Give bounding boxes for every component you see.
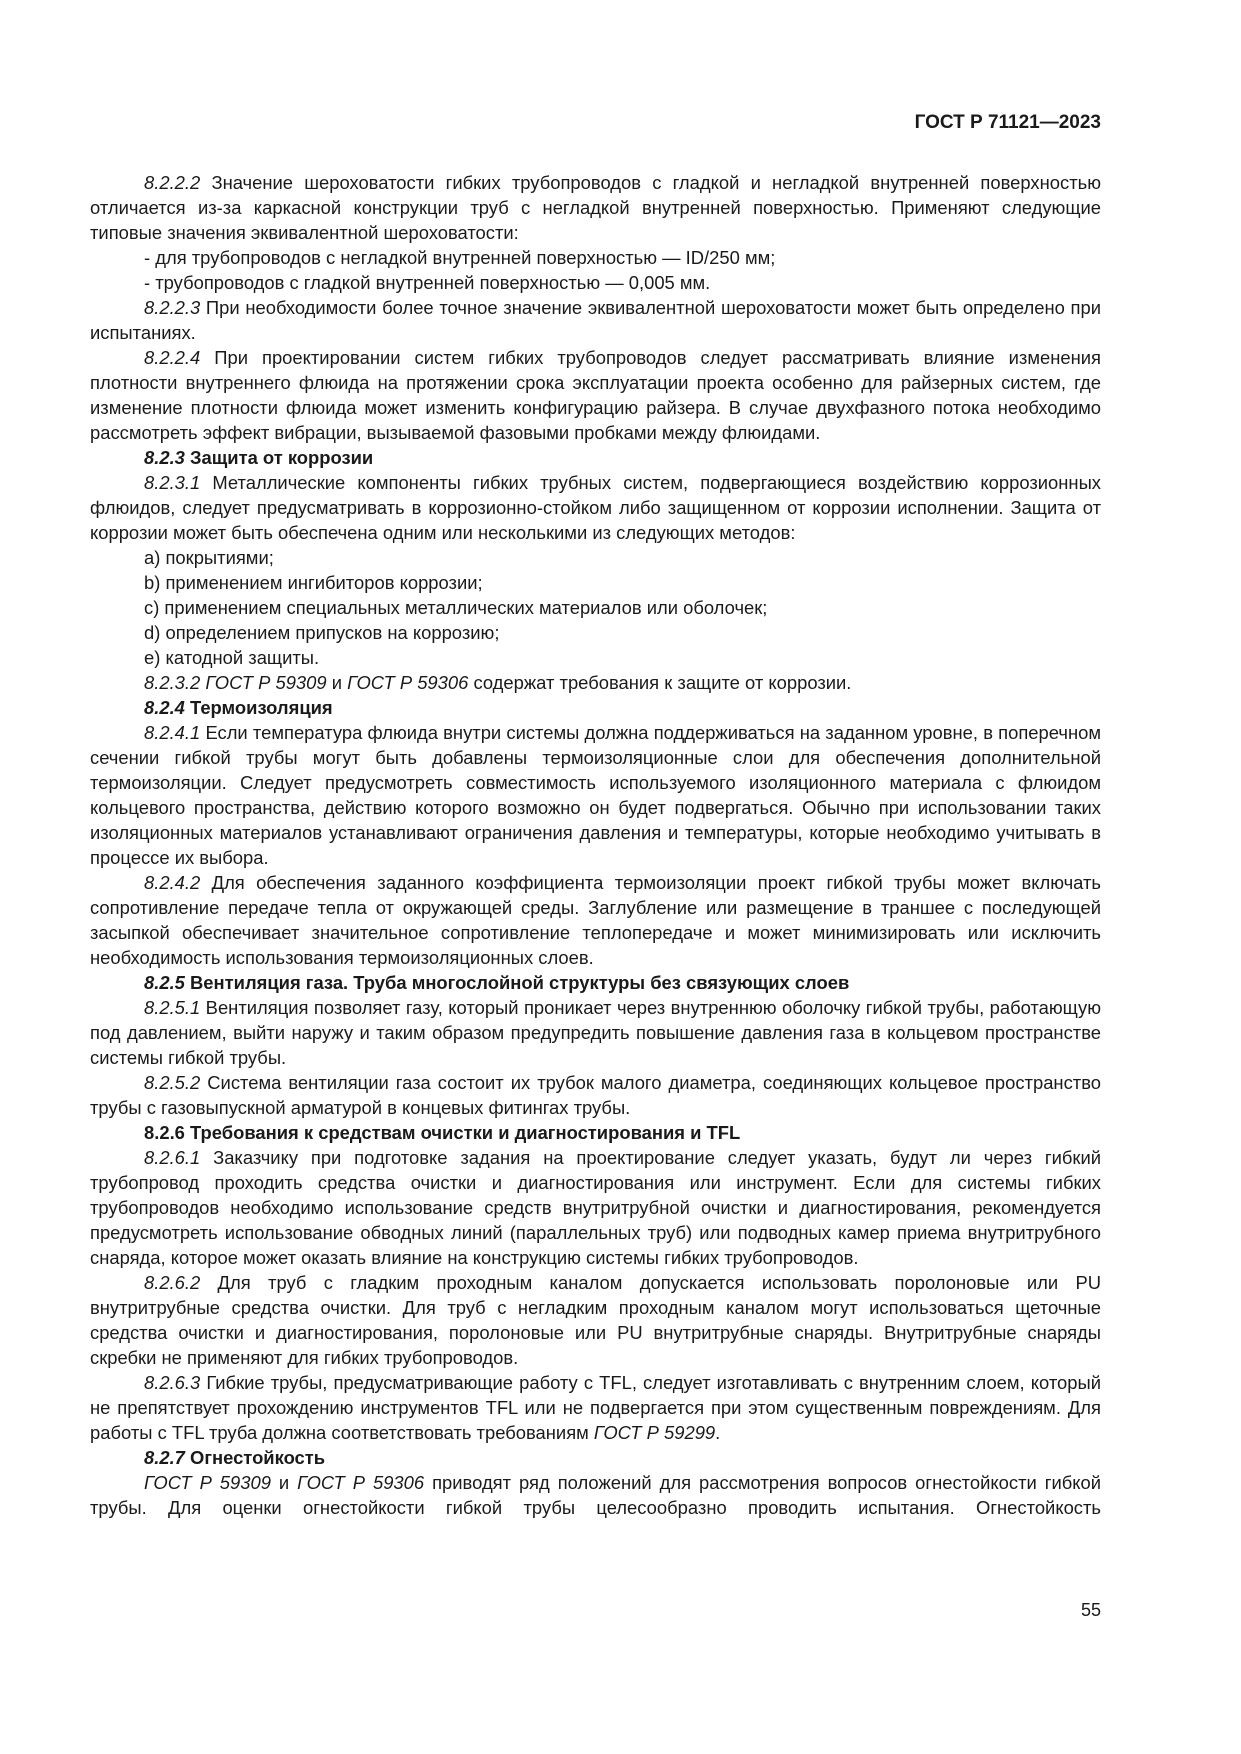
paragraph-text: Металлические компоненты гибких трубных систем, подвергающиеся воздействию коррозионных флюидов, следует предусматривать в коррозионно-стойком либо защищенном от коррозии исполнении. Защита от коррозии может быть обеспечена одним или несколькими из следующих методов: (90, 472, 1101, 543)
paragraph-8-2-5-2 (90, 1070, 1101, 1120)
paragraph-text: При необходимости более точное значение эквивалентной шероховатости может быть определено при испытаниях. (90, 297, 1101, 343)
section-title: Термоизоляция (184, 697, 333, 718)
section-number: 8.2.4 (144, 697, 185, 718)
standard-reference: ГОСТ Р 59299 (593, 1422, 716, 1443)
section-title: Огнестойкость (184, 1447, 326, 1468)
clause-number: 8.2.6.2 (144, 1272, 201, 1293)
paragraph-text: приводят ряд положений для рассмотрения вопросов огнестойкости гибкой трубы. Для оценки огнестойкости гибкой трубы целесообразно проводить испытания. Огнестойкость (90, 1472, 1101, 1518)
paragraph-text: Для труб с гладким проходным каналом допускается использовать поролоновые или PU внутритрубные средства очистки. Для труб с негладким проходным каналом могут использоваться щеточные средства очистки и диагностирования, поролоновые или PU внутритрубные снаряды. Внутритрубные снаряды скребки не применяют для гибких трубопроводов. (90, 1272, 1101, 1368)
section-title: Защита от коррозии (184, 447, 374, 468)
paragraph-text: Значение шероховатости гибких трубопроводов с гладкой и негладкой внутренней поверхностью отличается из-за каркасной конструкции труб с негладкой внутренней поверхностью. Применяют следующие типовые значения эквивалентной шероховатости: (90, 172, 1101, 243)
heading-8-2-7 (90, 1445, 1101, 1470)
paragraph-text: Система вентиляции газа состоит их трубок малого диаметра, соединяющих кольцевое пространство трубы с газовыпускной арматурой в концевых фитингах трубы. (90, 1072, 1101, 1118)
paragraph-text: Гибкие трубы, предусматривающие работу с TFL, следует изготавливать с внутренним слоем, который не препятствует прохождению инструментов TFL или не подвергается при этом существенным повреждениям. Для работы с TFL труба должна соответствовать требованиям (90, 1372, 1101, 1443)
clause-number: 8.2.5.2 (144, 1072, 201, 1093)
section-title: Вентиляция газа. Труба многослойной структуры без связующих слоев (184, 972, 850, 993)
document-standard-header: ГОСТ Р 71121—2023 (914, 112, 1101, 133)
list-item: - трубопроводов с гладкой внутренней поверхностью — 0,005 мм. (144, 272, 711, 293)
paragraph-8-2-2-3 (90, 295, 1101, 345)
clause-number: 8.2.4.2 (144, 872, 201, 893)
clause-number: 8.2.3.2 (144, 672, 201, 693)
paragraph-text: Для обеспечения заданного коэффициента термоизоляции проект гибкой трубы может включать сопротивление передаче тепла от окружающей среды. Заглубление или размещение в траншее с последующей засыпкой обеспечивает значительное сопротивление теплопередаче и может минимизировать или исключить необходимость использования термоизоляционных слоев. (90, 872, 1101, 968)
paragraph-8-2-7 (90, 1470, 1101, 1520)
clause-number: 8.2.2.2 (144, 172, 201, 193)
standard-reference: ГОСТ Р 59306 (347, 672, 469, 693)
document-body (90, 170, 1101, 1520)
heading-8-2-6 (90, 1120, 1101, 1145)
list-item: e) катодной защиты. (144, 647, 320, 668)
clause-number: 8.2.6.1 (144, 1147, 201, 1168)
section-number: 8.2.7 (144, 1447, 185, 1468)
paragraph-8-2-3-2 (90, 670, 1101, 695)
paragraph-text: Если температура флюида внутри системы должна поддерживаться на заданном уровне, в поперечном сечении гибкой трубы могут быть добавлены термоизоляционные слои для обеспечения дополнительной термоизоляции. Следует предусмотреть совместимость используемого изоляционного материала с флюидом кольцевого пространства, действию которого возможно он будет подвергаться. Обычно при использовании таких изоляционных материалов устанавливают ограничения давления и температуры, которые необходимо учитывать в процессе их выбора. (90, 722, 1101, 868)
page-number: 55 (1080, 1600, 1101, 1620)
period: . (715, 1422, 721, 1443)
heading-8-2-3 (90, 445, 1101, 470)
conjunction: и (326, 672, 348, 693)
paragraph-8-2-2-2 (90, 170, 1101, 245)
paragraph-8-2-4-2 (90, 870, 1101, 970)
list-item: d) определением припусков на коррозию; (144, 622, 500, 643)
standard-reference: ГОСТ Р 59306 (297, 1472, 425, 1493)
clause-number: 8.2.2.4 (144, 347, 201, 368)
list-item: b) применением ингибиторов коррозии; (144, 572, 483, 593)
paragraph-text: содержат требования к защите от коррозии. (468, 672, 852, 693)
clause-number: 8.2.5.1 (144, 997, 201, 1018)
conjunction: и (270, 1472, 298, 1493)
clause-number: 8.2.2.3 (144, 297, 201, 318)
paragraph-8-2-5-1 (90, 995, 1101, 1070)
list-item: - для трубопроводов с негладкой внутренней поверхностью — ID/250 мм; (144, 247, 776, 268)
list-item: c) применением специальных металлических материалов или оболочек; (144, 597, 768, 618)
section-number: 8.2.5 (144, 972, 185, 993)
paragraph-8-2-6-1 (90, 1145, 1101, 1270)
heading-8-2-5 (90, 970, 1101, 995)
paragraph-text: При проектировании систем гибких трубопроводов следует рассматривать влияние изменения плотности внутреннего флюида на протяжении срока эксплуатации проекта особенно для райзерных систем, где изменение плотности флюида может изменить конфигурацию райзера. В случае двухфазного потока необходимо рассмотреть эффект вибрации, вызываемой фазовыми пробками между флюидами. (90, 347, 1101, 443)
paragraph-text: Заказчику при подготовке задания на проектирование следует указать, будут ли через гибкий трубопровод проходить средства очистки и диагностирования или инструмент. Если для системы гибких трубопроводов необходимо использование средств внутритрубной очистки и диагностирования, рекомендуется предусмотреть использование обводных линий (параллельных труб) или подводных камер приема внутритрубного снаряда, которое может оказать влияние на конструкцию системы гибких трубопроводов. (90, 1147, 1101, 1268)
list-item: a) покрытиями; (144, 547, 274, 568)
clause-number: 8.2.4.1 (144, 722, 201, 743)
standard-reference: ГОСТ Р 59309 (144, 1472, 271, 1493)
clause-number: 8.2.3.1 (144, 472, 201, 493)
paragraph-8-2-2-4 (90, 345, 1101, 445)
standard-reference: ГОСТ Р 59309 (205, 672, 327, 693)
section-number: 8.2.3 (144, 447, 185, 468)
paragraph-8-2-6-3 (90, 1370, 1101, 1445)
paragraph-8-2-3-1 (90, 470, 1101, 545)
heading-8-2-4 (90, 695, 1101, 720)
paragraph-text: Вентиляция позволяет газу, который проникает через внутреннюю оболочку гибкой трубы, работающую под давлением, выйти наружу и таким образом предупредить повышение давления газа в кольцевом пространстве системы гибкой трубы. (90, 997, 1101, 1068)
clause-number: 8.2.6.3 (144, 1372, 201, 1393)
paragraph-8-2-4-1 (90, 720, 1101, 870)
section-title: 8.2.6 Требования к средствам очистки и диагностирования и TFL (144, 1122, 741, 1143)
paragraph-8-2-6-2 (90, 1270, 1101, 1370)
